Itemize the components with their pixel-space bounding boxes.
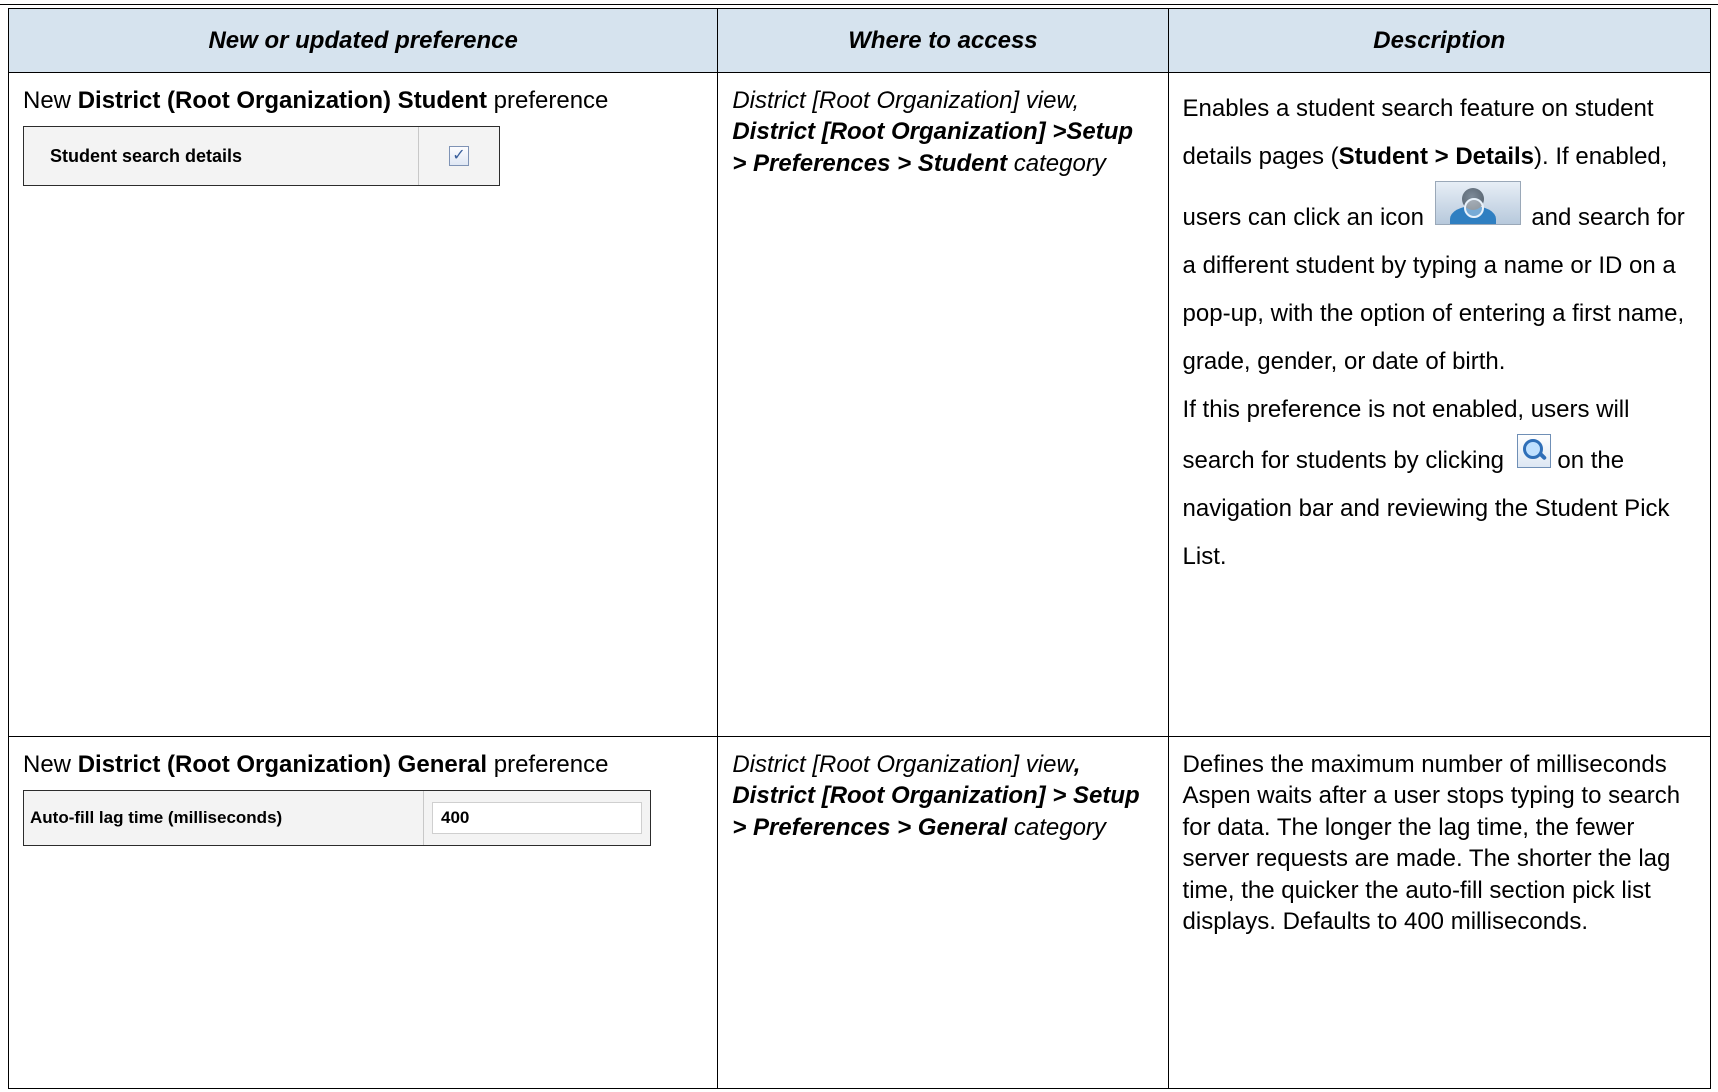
preference-title: New District (Root Organization) Student preference [23,87,609,114]
description-cell [1168,737,1710,1089]
description-paragraph: If this preference is not enabled, users will search for students by clicking on the navigation bar and reviewing the Student Pick List. [1182,396,1670,570]
description-paragraph: Defines the maximum number of milliseconds Aspen waits after a user stops typing to search for data. The longer the lag time, the fewer server requests are made. The shorter the lag time, the quicker the auto-fill section pick list displays. Defaults to 400 milliseconds. [1182,751,1681,936]
access-path: District [Root Organization] view, District [Root Organization] >Setup > Preferences > Student category [732,87,1134,177]
description-paragraph: Enables a student search feature on student details pages (Student > Details). If enabled, users can click an icon and search for a different student by typing a name or ID on a pop-up, with the option of entering a first name, grade, gender, or date of birth. [1182,95,1685,375]
preference-cell [9,737,718,1089]
auto-fill-lag-time-input[interactable]: 400 [432,802,642,834]
student-search-icon [1435,181,1521,225]
table-row [9,737,1711,1089]
table-row [9,73,1711,737]
preference-title: New District (Root Organization) General preference [23,751,609,778]
table-header-row [9,9,1711,73]
magnifier-icon [1517,434,1551,468]
preference-label: Auto-fill lag time (milliseconds) [24,791,424,845]
header-preference: New or updated preference [9,9,718,73]
input-container [424,791,650,845]
preference-cell [9,73,718,737]
access-cell [718,737,1168,1089]
student-search-details-preference [23,126,500,186]
access-path: District [Root Organization] view, District [Root Organization] > Setup > Preferences > General category [732,751,1140,841]
preferences-table [8,8,1711,1089]
top-rule [0,4,1718,5]
preference-label: Student search details [24,127,419,185]
auto-fill-lag-time-preference [23,790,651,846]
header-where-to-access: Where to access [718,9,1168,73]
checkbox-container [419,127,499,185]
description-cell [1168,73,1710,737]
access-cell [718,73,1168,737]
header-description: Description [1168,9,1710,73]
student-search-details-checkbox[interactable]: ✓ [449,146,469,166]
